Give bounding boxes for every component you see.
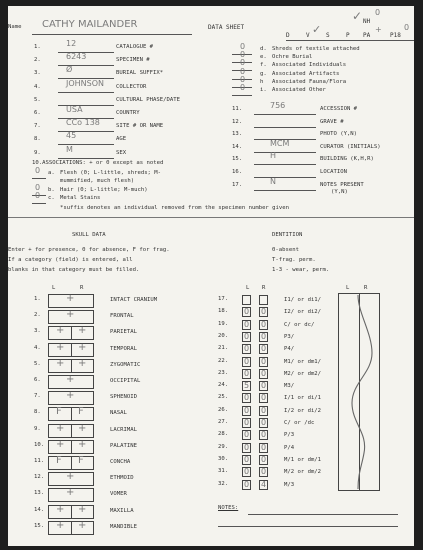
skull-row-number: 11. — [34, 458, 45, 464]
skull-row-label: ETHMOID — [110, 475, 134, 482]
field-label: PHOTO (Y,N) — [320, 131, 358, 138]
field-value: N — [270, 176, 276, 186]
assoc-mark: 0 — [240, 42, 246, 51]
field-value: MCM — [270, 138, 290, 148]
field-number: 6. — [34, 110, 41, 116]
skull-row-label: INTACT CRANIUM — [110, 297, 158, 303]
skull-row-label: SPHENOID — [110, 394, 137, 401]
dent-left-value: 0 — [243, 356, 250, 366]
assoc-letter: c. — [48, 195, 55, 201]
skull-cell-divider — [71, 505, 72, 519]
field-label: ACCESSION # — [320, 106, 358, 112]
skull-left-mark: + — [66, 374, 75, 385]
dent-row-number: 30. — [218, 455, 229, 462]
dent-row-label: I1/ or di1/ — [284, 297, 322, 303]
assoc-letter: i. — [260, 87, 267, 93]
assoc-letter: h — [260, 78, 264, 85]
field-value: Ø — [66, 65, 73, 75]
field-label: CULTURAL PHASE/DATE — [116, 96, 180, 103]
skull-row-label: FRONTAL — [110, 313, 134, 320]
pa-value: + — [375, 25, 382, 34]
field-label: GRAVE # — [320, 118, 344, 125]
assoc-letter: d. — [260, 46, 267, 52]
pa-label: PA — [363, 32, 371, 39]
skull-right-mark: + — [78, 422, 87, 434]
field-number: 7. — [34, 123, 41, 130]
dent-row-label: P3/ — [284, 333, 295, 340]
dent-row-label: I2/ or di2/ — [284, 309, 322, 316]
field-number: 5. — [34, 96, 41, 103]
dent-row-number: 20. — [218, 332, 229, 339]
notes-label: NOTES: — [218, 505, 239, 511]
dent-right-value: 0 — [260, 430, 267, 440]
skull-right-mark: + — [78, 438, 87, 450]
field-label: NOTES PRESENT — [320, 181, 364, 188]
dent-row-number: 29. — [218, 443, 229, 450]
dent-left-value: 0 — [243, 479, 250, 489]
field-value: H — [270, 151, 277, 161]
name-underline — [32, 34, 192, 35]
field-number: 8. — [34, 136, 41, 143]
assoc-text: Metal Stains — [60, 195, 101, 201]
assoc-mark: 0 — [35, 191, 41, 200]
dent-row-number: 23. — [218, 369, 229, 376]
assoc-mark: 0 — [240, 83, 246, 92]
dent-left-value: 0 — [243, 331, 250, 341]
v-label: V — [306, 32, 310, 39]
skull-row-label: PARIETAL — [110, 329, 137, 336]
dent-right-value: 0 — [260, 442, 267, 452]
dent-right-value: 0 — [260, 331, 267, 341]
skull-left-mark: + — [66, 293, 75, 304]
name-value: CATHY MAILANDER — [42, 19, 138, 30]
skull-title: SKULL DATA — [72, 232, 106, 238]
dent-row-label: M/3 — [284, 481, 295, 488]
dent-right-value: 0 — [260, 381, 267, 391]
skull-left-mark: + — [66, 390, 75, 402]
assoc-mark: 0 — [240, 74, 246, 84]
dentition-instr-3: 1-3 - wear, perm. — [272, 267, 330, 273]
field-underline — [254, 168, 316, 178]
dent-row-number: 17. — [218, 296, 229, 302]
assoc-text: Shreds of textile attached — [272, 46, 360, 52]
dent-row-number: 32. — [218, 480, 229, 487]
dent-left-value: 0 — [243, 344, 250, 354]
dent-row-number: 24. — [218, 382, 229, 389]
sheet-title: DATA SHEET — [208, 24, 245, 31]
dent-right-value: 4 — [260, 479, 267, 489]
notes-line-2 — [218, 526, 398, 527]
skull-left-mark: + — [56, 422, 65, 434]
skull-cell-divider — [71, 456, 72, 470]
skull-row-number: 15. — [34, 522, 45, 529]
skull-left-mark: + — [56, 357, 65, 369]
dent-row-label: C/ or /dc — [284, 420, 315, 426]
dent-row-number: 21. — [218, 345, 229, 352]
skull-left-mark: + — [66, 487, 75, 499]
dent-row-number: 28. — [218, 431, 229, 438]
nh-label: NH — [363, 18, 371, 25]
field-number: 4. — [34, 83, 41, 90]
field-number: 11. — [232, 106, 243, 112]
field-label: COLLECTOR — [116, 83, 147, 90]
field-number: 13. — [232, 131, 243, 138]
skull-cell-divider — [71, 343, 72, 357]
field-number: 1. — [34, 44, 41, 50]
field-label: BUILDING (K,H,R) — [320, 156, 374, 163]
skull-right-mark: + — [78, 503, 87, 515]
skull-row-number: 1. — [34, 296, 41, 302]
dent-left-value: 0 — [243, 405, 250, 415]
skull-instr-1: Enter + for presence, 0 for absence, F for frag. — [8, 247, 170, 253]
skull-row-label: VOMER — [110, 491, 127, 498]
dent-right-value: 0 — [260, 319, 267, 329]
field-value: CCo 138 — [66, 118, 100, 128]
assoc-letter: e. — [260, 54, 267, 61]
dent-right-value: 0 — [260, 393, 267, 403]
assoc-text: Hair (0; L-little; M-much) — [60, 187, 148, 193]
wear-scribble-line — [338, 293, 380, 491]
field-number: 12. — [232, 118, 243, 125]
skull-row-number: 2. — [34, 312, 41, 319]
assoc-letter: b. — [48, 187, 55, 193]
s-label: S — [326, 32, 330, 39]
dent-row-label: M/1 or dm/1 — [284, 456, 322, 463]
p18-label: P18 — [390, 32, 401, 39]
field-value: M — [66, 144, 73, 154]
dent-right-value: 0 — [260, 307, 267, 317]
v-check: ✓ — [312, 23, 322, 36]
dent-row-label: M3/ — [284, 383, 295, 390]
dent-left-value: 0 — [243, 430, 250, 440]
dent-right-value: 0 — [260, 454, 267, 464]
wear-col-l: L — [346, 285, 350, 291]
assoc-text: Associated Fauna/Flora — [272, 78, 347, 85]
skull-row-label: ZYGOMATIC — [110, 361, 141, 368]
skull-row-number: 13. — [34, 490, 45, 497]
skull-left-mark: + — [56, 341, 65, 353]
skull-cell-divider — [71, 407, 72, 421]
field-number: 17. — [232, 181, 243, 188]
dent-right-value: 0 — [260, 344, 267, 354]
skull-row-number: 12. — [34, 474, 45, 481]
skull-row-number: 5. — [34, 360, 41, 367]
field-value: 12 — [66, 39, 77, 48]
dent-left-value: 0 — [243, 454, 250, 464]
nh-value: 0 — [375, 8, 381, 17]
skull-right-mark: + — [78, 325, 87, 337]
dent-right-value: 0 — [260, 405, 267, 415]
p-label: P — [346, 32, 350, 39]
skull-row-label: OCCIPITAL — [110, 378, 141, 384]
dent-left-value: 0 — [243, 319, 250, 329]
field-underline — [254, 118, 316, 128]
assoc-text: Associated Artifacts — [272, 70, 340, 77]
dent-row-number: 25. — [218, 394, 229, 401]
dent-right-value: 0 — [260, 418, 267, 427]
skull-col-l: L — [52, 285, 56, 291]
skull-cell-divider — [71, 359, 72, 373]
skull-cell-divider — [71, 521, 72, 535]
assoc-text: Associated Other — [272, 87, 326, 93]
dent-left-value: 0 — [243, 393, 250, 403]
associations-heading: 10.ASSOCIATIONS: + or 0 except as noted — [32, 160, 164, 166]
field-value: 6243 — [66, 52, 87, 62]
dent-right-value — [259, 295, 268, 305]
skull-row-label: LACRIMAL — [110, 426, 137, 433]
field-number: 3. — [34, 70, 41, 77]
dentition-title: DENTITION — [272, 232, 303, 238]
field-value: 756 — [270, 101, 286, 110]
field-value: JOHNSON — [66, 78, 105, 88]
skull-right-mark: + — [78, 519, 87, 531]
dent-row-number: 27. — [218, 419, 229, 425]
assoc-mark: 0 — [35, 183, 41, 192]
d-label: D — [286, 32, 290, 39]
assoc-text: Flesh (0; L-little, shreds; M- — [60, 170, 162, 176]
skull-row-number: 10. — [34, 441, 45, 448]
dent-row-number: 19. — [218, 320, 229, 327]
assoc-text: Ochre Burial — [272, 54, 313, 61]
skull-row-number: 3. — [34, 328, 41, 335]
skull-row-label: CONCHA — [110, 459, 131, 465]
dent-right-value: 0 — [260, 368, 267, 378]
skull-right-mark: + — [78, 357, 87, 369]
dent-left-value: 0 — [243, 307, 250, 317]
skull-row-number: 14. — [34, 506, 45, 513]
field-number: 15. — [232, 156, 243, 163]
skull-left-mark: F — [56, 406, 62, 418]
assoc-mark: 0 — [35, 166, 41, 175]
field-number: 16. — [232, 169, 243, 175]
dent-right-value: 0 — [260, 467, 267, 477]
skull-left-mark: + — [66, 309, 75, 321]
skull-row-label: MAXILLA — [110, 507, 134, 514]
field-label: SPECIMEN # — [116, 57, 150, 64]
dent-row-number: 26. — [218, 406, 229, 413]
dent-row-label: P/3 — [284, 432, 295, 439]
skull-row-label: TEMPORAL — [110, 345, 137, 352]
dent-col-l: L — [246, 285, 250, 291]
field-label: SITE # OR NAME — [116, 123, 164, 130]
data-sheet — [8, 6, 414, 546]
dent-row-label: M/2 or dm/2 — [284, 469, 322, 476]
assoc-mark: 0 — [240, 50, 246, 60]
dent-left-value — [242, 295, 251, 305]
field-label: CATALOGUE # — [116, 44, 154, 50]
field-label: COUNTRY — [116, 110, 140, 116]
skull-right-mark: F — [78, 455, 84, 466]
assoc-text-continued: mummified, much flesh) — [60, 178, 135, 184]
p-check: ✓ — [352, 9, 363, 23]
dent-left-value: 0 — [243, 368, 250, 378]
assoc-mark: 0 — [240, 58, 246, 68]
assoc-mark: 0 — [240, 66, 246, 76]
skull-row-number: 6. — [34, 377, 41, 383]
skull-left-mark: + — [56, 325, 65, 337]
section-divider — [8, 217, 414, 218]
assoc-text: Associated Individuals — [272, 62, 347, 69]
field-number: 2. — [34, 57, 41, 64]
field-value: 45 — [66, 131, 77, 141]
notes-yn: (Y,N) — [331, 189, 348, 195]
field-number: 14. — [232, 143, 243, 150]
header-rule — [286, 40, 414, 41]
field-label: CURATOR (INITIALS) — [320, 143, 381, 150]
assoc-letter: g. — [260, 70, 267, 77]
skull-left-mark: + — [56, 503, 65, 515]
field-label: SEX — [116, 149, 127, 156]
field-label: AGE — [116, 136, 127, 143]
field-label: BURIAL SUFFIX* — [116, 70, 164, 77]
field-underline — [254, 181, 316, 191]
name-label: Name — [8, 24, 22, 30]
dent-row-label: I/1 or di/1 — [284, 395, 322, 402]
dent-row-label: P4/ — [284, 346, 295, 353]
field-label: LOCATION — [320, 169, 347, 175]
field-underline — [254, 155, 316, 165]
notes-line-1 — [248, 514, 398, 515]
skull-cell-divider — [71, 440, 72, 454]
assoc-letter: f. — [260, 62, 267, 69]
skull-right-mark: + — [78, 341, 87, 353]
dent-row-number: 31. — [218, 468, 229, 475]
skull-cell-divider — [71, 424, 72, 438]
dent-row-label: C/ or dc/ — [284, 321, 315, 328]
field-number: 9. — [34, 149, 41, 156]
skull-row-number: 9. — [34, 425, 41, 432]
dent-left-value: 0 — [243, 442, 250, 452]
dent-right-value: 0 — [260, 356, 267, 366]
skull-col-r: R — [80, 285, 84, 291]
dent-col-r: R — [262, 285, 266, 291]
skull-row-number: 7. — [34, 393, 41, 400]
dent-row-label: P/4 — [284, 444, 295, 451]
dent-row-label: I/2 or di/2 — [284, 407, 322, 414]
skull-instr-2: If a category (field) is entered, all — [8, 257, 133, 263]
skull-instr-3: blanks in that category must be filled. — [8, 267, 140, 273]
skull-row-label: NASAL — [110, 410, 127, 417]
skull-left-mark: + — [56, 519, 65, 531]
skull-left-mark: + — [56, 438, 65, 450]
skull-cell-divider — [71, 326, 72, 340]
wear-col-r: R — [364, 285, 368, 291]
assoc-letter: a. — [48, 170, 55, 176]
dent-left-value: 5 — [243, 381, 250, 391]
dentition-instr-2: T-frag. perm. — [272, 257, 316, 263]
dent-left-value: 0 — [243, 418, 250, 427]
skull-right-mark: F — [78, 406, 84, 418]
dent-row-number: 18. — [218, 308, 229, 315]
p18-value: 0 — [404, 23, 410, 32]
skull-left-mark: F — [56, 455, 62, 466]
skull-row-label: PALATINE — [110, 442, 137, 449]
dent-row-label: M1/ or dm1/ — [284, 358, 322, 365]
suffix-note: *suffix denotes an individual removed from the specimen number given — [60, 205, 290, 211]
dent-row-label: M2/ or dm2/ — [284, 370, 322, 377]
skull-row-number: 8. — [34, 409, 41, 416]
skull-row-number: 4. — [34, 344, 41, 351]
dent-left-value: 0 — [243, 467, 250, 477]
dentition-instr-1: 0-absent — [272, 247, 299, 253]
field-value: USA — [66, 105, 83, 114]
dent-row-number: 22. — [218, 357, 229, 364]
skull-row-label: MANDIBLE — [110, 523, 137, 530]
skull-left-mark: + — [66, 471, 75, 483]
